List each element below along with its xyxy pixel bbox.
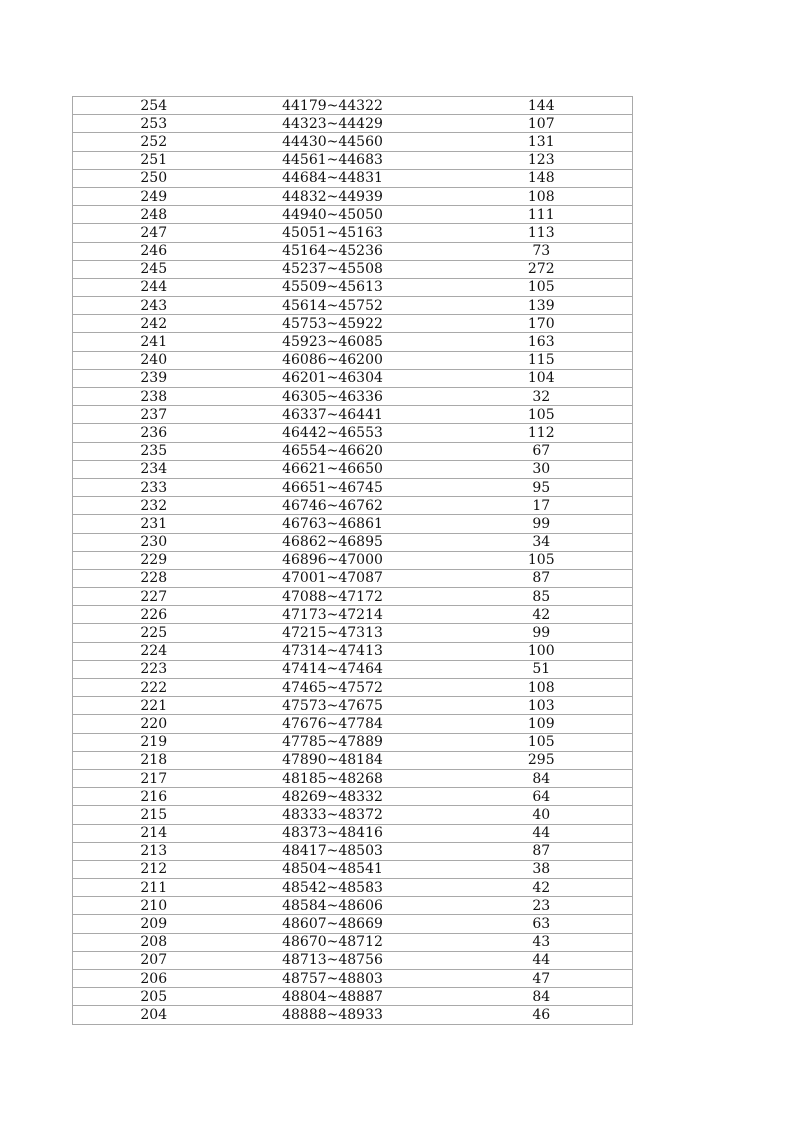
table-row <box>73 442 633 460</box>
rank-range-cell: 47465~47572 <box>253 679 433 697</box>
score-cell: 249 <box>73 187 253 205</box>
score-cell: 233 <box>73 478 253 496</box>
rank-range-cell: 48185~48268 <box>253 769 433 787</box>
score-cell: 219 <box>73 733 253 751</box>
score-cell: 234 <box>73 460 253 478</box>
table-row <box>73 551 633 569</box>
table-row <box>73 406 633 424</box>
count-cell: 107 <box>433 115 633 133</box>
count-cell: 23 <box>433 897 633 915</box>
rank-range-cell: 44179~44322 <box>253 97 433 115</box>
rank-range-cell: 47173~47214 <box>253 606 433 624</box>
rank-range-cell: 45614~45752 <box>253 297 433 315</box>
table-row <box>73 624 633 642</box>
rank-range-cell: 48417~48503 <box>253 842 433 860</box>
table-row <box>73 478 633 496</box>
score-cell: 253 <box>73 115 253 133</box>
table-row <box>73 497 633 515</box>
count-cell: 51 <box>433 660 633 678</box>
count-cell: 73 <box>433 242 633 260</box>
score-cell: 226 <box>73 606 253 624</box>
count-cell: 87 <box>433 842 633 860</box>
rank-range-cell: 44561~44683 <box>253 151 433 169</box>
score-cell: 236 <box>73 424 253 442</box>
score-cell: 218 <box>73 751 253 769</box>
count-cell: 100 <box>433 642 633 660</box>
score-cell: 221 <box>73 697 253 715</box>
count-cell: 44 <box>433 951 633 969</box>
rank-range-cell: 45509~45613 <box>253 278 433 296</box>
count-cell: 99 <box>433 624 633 642</box>
score-cell: 246 <box>73 242 253 260</box>
count-cell: 115 <box>433 351 633 369</box>
table-row <box>73 278 633 296</box>
rank-range-cell: 45753~45922 <box>253 315 433 333</box>
rank-range-cell: 46201~46304 <box>253 369 433 387</box>
count-cell: 163 <box>433 333 633 351</box>
table-row <box>73 169 633 187</box>
rank-range-cell: 48269~48332 <box>253 788 433 806</box>
score-cell: 245 <box>73 260 253 278</box>
score-cell: 205 <box>73 988 253 1006</box>
rank-range-cell: 48804~48887 <box>253 988 433 1006</box>
score-cell: 244 <box>73 278 253 296</box>
score-cell: 213 <box>73 842 253 860</box>
rank-range-cell: 47785~47889 <box>253 733 433 751</box>
rank-range-cell: 47890~48184 <box>253 751 433 769</box>
rank-range-cell: 44940~45050 <box>253 206 433 224</box>
table-row <box>73 660 633 678</box>
score-cell: 231 <box>73 515 253 533</box>
table-row <box>73 315 633 333</box>
count-cell: 113 <box>433 224 633 242</box>
rank-range-cell: 47001~47087 <box>253 569 433 587</box>
rank-range-cell: 47676~47784 <box>253 715 433 733</box>
table-row <box>73 424 633 442</box>
count-cell: 40 <box>433 806 633 824</box>
score-cell: 215 <box>73 806 253 824</box>
table-row <box>73 533 633 551</box>
count-cell: 144 <box>433 97 633 115</box>
score-cell: 204 <box>73 1006 253 1024</box>
score-cell: 220 <box>73 715 253 733</box>
count-cell: 139 <box>433 297 633 315</box>
rank-range-cell: 44684~44831 <box>253 169 433 187</box>
score-cell: 242 <box>73 315 253 333</box>
table-row <box>73 333 633 351</box>
rank-range-cell: 44323~44429 <box>253 115 433 133</box>
count-cell: 148 <box>433 169 633 187</box>
count-cell: 170 <box>433 315 633 333</box>
score-cell: 216 <box>73 788 253 806</box>
score-cell: 237 <box>73 406 253 424</box>
count-cell: 103 <box>433 697 633 715</box>
score-cell: 224 <box>73 642 253 660</box>
score-cell: 228 <box>73 569 253 587</box>
table-row <box>73 715 633 733</box>
count-cell: 32 <box>433 388 633 406</box>
table-row <box>73 642 633 660</box>
score-cell: 240 <box>73 351 253 369</box>
table-row <box>73 1006 633 1024</box>
rank-range-cell: 46621~46650 <box>253 460 433 478</box>
rank-range-cell: 47088~47172 <box>253 588 433 606</box>
rank-range-cell: 48888~48933 <box>253 1006 433 1024</box>
table-row <box>73 187 633 205</box>
count-cell: 63 <box>433 915 633 933</box>
score-cell: 217 <box>73 769 253 787</box>
table-row <box>73 369 633 387</box>
table-row <box>73 788 633 806</box>
score-cell: 247 <box>73 224 253 242</box>
table-row <box>73 806 633 824</box>
count-cell: 42 <box>433 879 633 897</box>
table-row <box>73 679 633 697</box>
count-cell: 85 <box>433 588 633 606</box>
table-row <box>73 515 633 533</box>
score-cell: 211 <box>73 879 253 897</box>
score-table-body <box>73 97 633 1025</box>
count-cell: 108 <box>433 679 633 697</box>
count-cell: 95 <box>433 478 633 496</box>
count-cell: 42 <box>433 606 633 624</box>
table-row <box>73 751 633 769</box>
count-cell: 17 <box>433 497 633 515</box>
score-cell: 225 <box>73 624 253 642</box>
score-cell: 209 <box>73 915 253 933</box>
table-row <box>73 388 633 406</box>
count-cell: 84 <box>433 769 633 787</box>
count-cell: 47 <box>433 970 633 988</box>
count-cell: 105 <box>433 406 633 424</box>
table-row <box>73 606 633 624</box>
count-cell: 64 <box>433 788 633 806</box>
rank-range-cell: 46763~46861 <box>253 515 433 533</box>
score-cell: 214 <box>73 824 253 842</box>
count-cell: 105 <box>433 278 633 296</box>
count-cell: 38 <box>433 860 633 878</box>
table-row <box>73 988 633 1006</box>
score-cell: 229 <box>73 551 253 569</box>
rank-range-cell: 46442~46553 <box>253 424 433 442</box>
count-cell: 87 <box>433 569 633 587</box>
count-cell: 123 <box>433 151 633 169</box>
score-cell: 230 <box>73 533 253 551</box>
count-cell: 30 <box>433 460 633 478</box>
table-row <box>73 242 633 260</box>
score-cell: 239 <box>73 369 253 387</box>
table-row <box>73 970 633 988</box>
rank-range-cell: 46337~46441 <box>253 406 433 424</box>
table-row <box>73 733 633 751</box>
rank-range-cell: 48373~48416 <box>253 824 433 842</box>
table-row <box>73 351 633 369</box>
count-cell: 105 <box>433 733 633 751</box>
rank-range-cell: 45051~45163 <box>253 224 433 242</box>
count-cell: 105 <box>433 551 633 569</box>
rank-range-cell: 48504~48541 <box>253 860 433 878</box>
rank-range-cell: 47573~47675 <box>253 697 433 715</box>
table-row <box>73 151 633 169</box>
count-cell: 295 <box>433 751 633 769</box>
table-row <box>73 133 633 151</box>
table-row <box>73 206 633 224</box>
rank-range-cell: 48607~48669 <box>253 915 433 933</box>
count-cell: 44 <box>433 824 633 842</box>
table-row <box>73 824 633 842</box>
score-cell: 243 <box>73 297 253 315</box>
score-cell: 254 <box>73 97 253 115</box>
count-cell: 108 <box>433 187 633 205</box>
rank-range-cell: 48757~48803 <box>253 970 433 988</box>
count-cell: 111 <box>433 206 633 224</box>
score-cell: 227 <box>73 588 253 606</box>
table-row <box>73 951 633 969</box>
rank-range-cell: 47215~47313 <box>253 624 433 642</box>
rank-range-cell: 46651~46745 <box>253 478 433 496</box>
rank-range-cell: 48333~48372 <box>253 806 433 824</box>
rank-range-cell: 48584~48606 <box>253 897 433 915</box>
rank-range-cell: 46862~46895 <box>253 533 433 551</box>
score-cell: 235 <box>73 442 253 460</box>
count-cell: 46 <box>433 1006 633 1024</box>
rank-range-cell: 45237~45508 <box>253 260 433 278</box>
table-row <box>73 933 633 951</box>
count-cell: 272 <box>433 260 633 278</box>
score-cell: 251 <box>73 151 253 169</box>
rank-range-cell: 46746~46762 <box>253 497 433 515</box>
table-row <box>73 588 633 606</box>
score-cell: 222 <box>73 679 253 697</box>
table-row <box>73 842 633 860</box>
rank-range-cell: 46086~46200 <box>253 351 433 369</box>
table-row <box>73 697 633 715</box>
table-row <box>73 97 633 115</box>
table-row <box>73 879 633 897</box>
score-cell: 223 <box>73 660 253 678</box>
score-cell: 207 <box>73 951 253 969</box>
rank-range-cell: 48670~48712 <box>253 933 433 951</box>
table-row <box>73 115 633 133</box>
score-cell: 232 <box>73 497 253 515</box>
count-cell: 34 <box>433 533 633 551</box>
table-row <box>73 224 633 242</box>
table-row <box>73 569 633 587</box>
rank-range-cell: 44430~44560 <box>253 133 433 151</box>
rank-range-cell: 46554~46620 <box>253 442 433 460</box>
score-cell: 252 <box>73 133 253 151</box>
table-row <box>73 297 633 315</box>
table-row <box>73 860 633 878</box>
table-row <box>73 897 633 915</box>
score-cell: 238 <box>73 388 253 406</box>
rank-range-cell: 47414~47464 <box>253 660 433 678</box>
score-cell: 212 <box>73 860 253 878</box>
rank-range-cell: 48713~48756 <box>253 951 433 969</box>
count-cell: 109 <box>433 715 633 733</box>
table-row <box>73 460 633 478</box>
table-row <box>73 769 633 787</box>
score-cell: 250 <box>73 169 253 187</box>
count-cell: 131 <box>433 133 633 151</box>
count-cell: 43 <box>433 933 633 951</box>
score-table <box>72 96 633 1025</box>
table-row <box>73 260 633 278</box>
count-cell: 99 <box>433 515 633 533</box>
count-cell: 112 <box>433 424 633 442</box>
count-cell: 104 <box>433 369 633 387</box>
rank-range-cell: 44832~44939 <box>253 187 433 205</box>
rank-range-cell: 45923~46085 <box>253 333 433 351</box>
rank-range-cell: 48542~48583 <box>253 879 433 897</box>
rank-range-cell: 46305~46336 <box>253 388 433 406</box>
count-cell: 67 <box>433 442 633 460</box>
score-cell: 206 <box>73 970 253 988</box>
count-cell: 84 <box>433 988 633 1006</box>
table-row <box>73 915 633 933</box>
score-cell: 241 <box>73 333 253 351</box>
rank-range-cell: 46896~47000 <box>253 551 433 569</box>
score-cell: 248 <box>73 206 253 224</box>
rank-range-cell: 47314~47413 <box>253 642 433 660</box>
score-cell: 210 <box>73 897 253 915</box>
score-cell: 208 <box>73 933 253 951</box>
rank-range-cell: 45164~45236 <box>253 242 433 260</box>
